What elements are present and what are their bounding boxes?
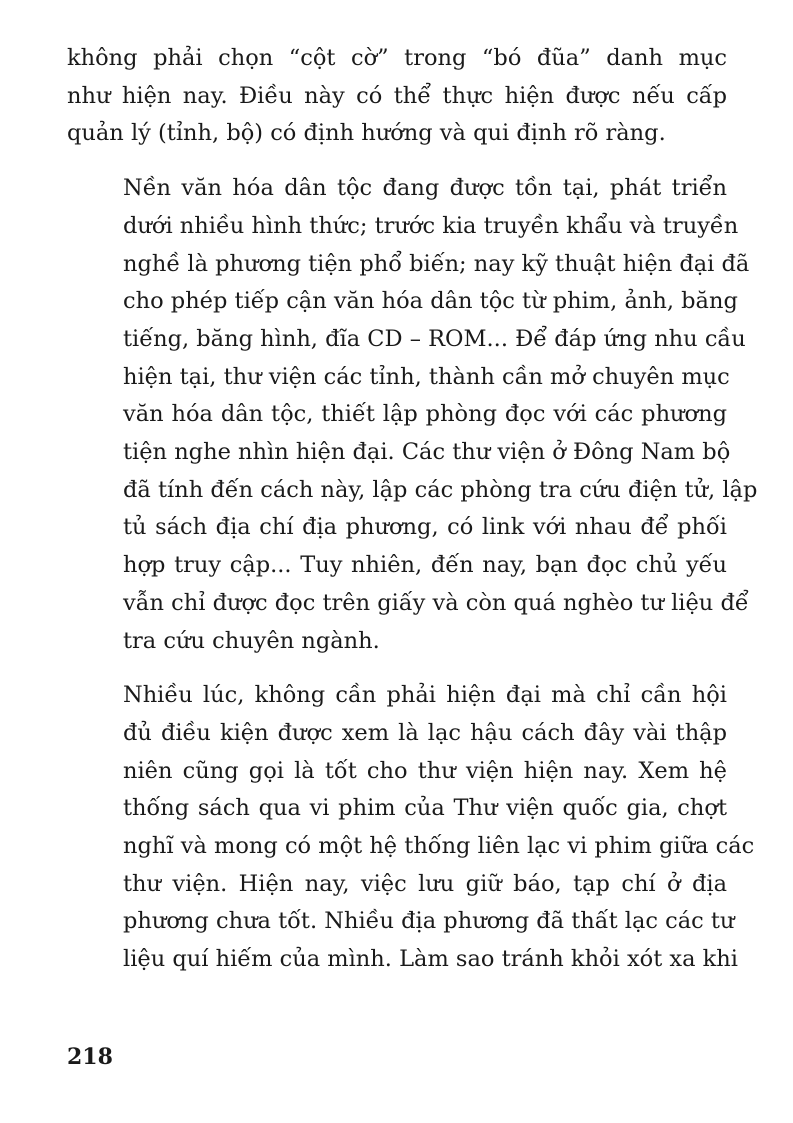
text-line: tủ sách địa chí địa phương, có link với nhau để phối <box>123 514 727 541</box>
text-line: Nhiều lúc, không cần phải hiện đại mà chỉ cần hội <box>123 682 727 709</box>
text-line: không phải chọn “cột cờ” trong “bó đũa” danh mục <box>67 45 727 71</box>
paragraph-culture-access <box>67 170 758 660</box>
text-line: thư viện. Hiện nay, việc lưu giữ báo, tạp chí ở địa <box>123 870 727 897</box>
text-line: hợp truy cập... Tuy nhiên, đến nay, bạn đọc chủ yếu <box>123 552 727 579</box>
text-line: quản lý (tỉnh, bộ) có định hướng và qui định rõ ràng. <box>67 120 666 147</box>
text-line: vẫn chỉ được đọc trên giấy và còn quá nghèo tư liệu để <box>123 589 749 616</box>
text-line: hiện tại, thư viện các tỉnh, thành cần mở chuyên mục <box>123 363 730 390</box>
text-line: như hiện nay. Điều này có thể thực hiện được nếu cấp <box>67 82 727 109</box>
page-number: 218 <box>67 1044 113 1070</box>
text-line: tiếng, băng hình, đĩa CD – ROM... Để đáp ứng nhu cầu <box>123 325 746 352</box>
text-line: tiện nghe nhìn hiện đại. Các thư viện ở Đông Nam bộ <box>123 439 731 466</box>
paragraph-microfilm <box>67 677 755 979</box>
text-line: đã tính đến cách này, lập các phòng tra cứu điện tử, lập <box>123 476 758 503</box>
text-line: văn hóa dân tộc, thiết lập phòng đọc với các phương <box>123 401 727 428</box>
text-line: nghề là phương tiện phổ biến; nay kỹ thuật hiện đại đã <box>123 250 750 277</box>
text-line: Nền văn hóa dân tộc đang được tồn tại, phát triển <box>123 175 727 202</box>
text-line: niên cũng gọi là tốt cho thư viện hiện nay. Xem hệ <box>123 757 727 784</box>
text-line: đủ điều kiện được xem là lạc hậu cách đây vài thập <box>123 719 727 746</box>
paragraph-continued <box>67 40 727 153</box>
text-line: liệu quí hiếm của mình. Làm sao tránh khỏi xót xa khi <box>123 946 738 973</box>
text-line: thống sách qua vi phim của Thư viện quốc gia, chợt <box>123 795 727 822</box>
text-line: phương chưa tốt. Nhiều địa phương đã thất lạc các tư <box>123 908 735 935</box>
body-text <box>67 40 758 979</box>
text-line: cho phép tiếp cận văn hóa dân tộc từ phim, ảnh, băng <box>123 288 738 315</box>
text-line: tra cứu chuyên ngành. <box>123 627 380 654</box>
text-line: nghĩ và mong có một hệ thống liên lạc vi phim giữa các <box>123 833 755 860</box>
text-line: dưới nhiều hình thức; trước kia truyền khẩu và truyền <box>123 212 739 239</box>
